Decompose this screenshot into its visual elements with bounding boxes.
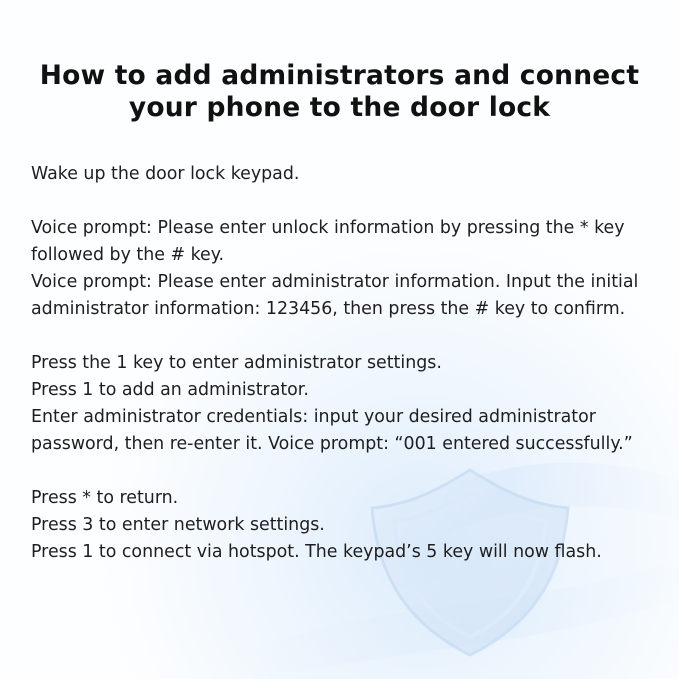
instruction-line: Voice prompt: Please enter administrator information. Input the initial <box>31 272 639 292</box>
paragraph-gap <box>31 323 661 350</box>
paragraph-gap <box>31 458 661 485</box>
instruction-line: Press 3 to enter network settings. <box>31 515 325 535</box>
title-line-1: How to add administrators and connect <box>39 60 640 91</box>
instruction-line: Enter administrator credentials: input your desired administrator <box>31 407 596 427</box>
instruction-line: Press 1 to connect via hotspot. The keypad’s 5 key will now flash. <box>31 542 602 562</box>
instruction-line: password, then re-enter it. Voice prompt: “001 entered successfully.” <box>31 434 633 454</box>
instruction-line: Press 1 to add an administrator. <box>31 380 309 400</box>
instruction-line: Voice prompt: Please enter unlock information by pressing the * key <box>31 218 625 238</box>
page-title <box>20 60 659 124</box>
instruction-line: followed by the # key. <box>31 245 225 265</box>
instructions <box>31 161 661 566</box>
instruction-line: Wake up the door lock keypad. <box>31 164 300 184</box>
paragraph-gap <box>31 188 661 215</box>
instruction-line: Press the 1 key to enter administrator settings. <box>31 353 442 373</box>
title-line-2: your phone to the door lock <box>128 92 551 123</box>
instruction-line: Press * to return. <box>31 488 179 508</box>
instruction-line: administrator information: 123456, then press the # key to confirm. <box>31 299 626 319</box>
